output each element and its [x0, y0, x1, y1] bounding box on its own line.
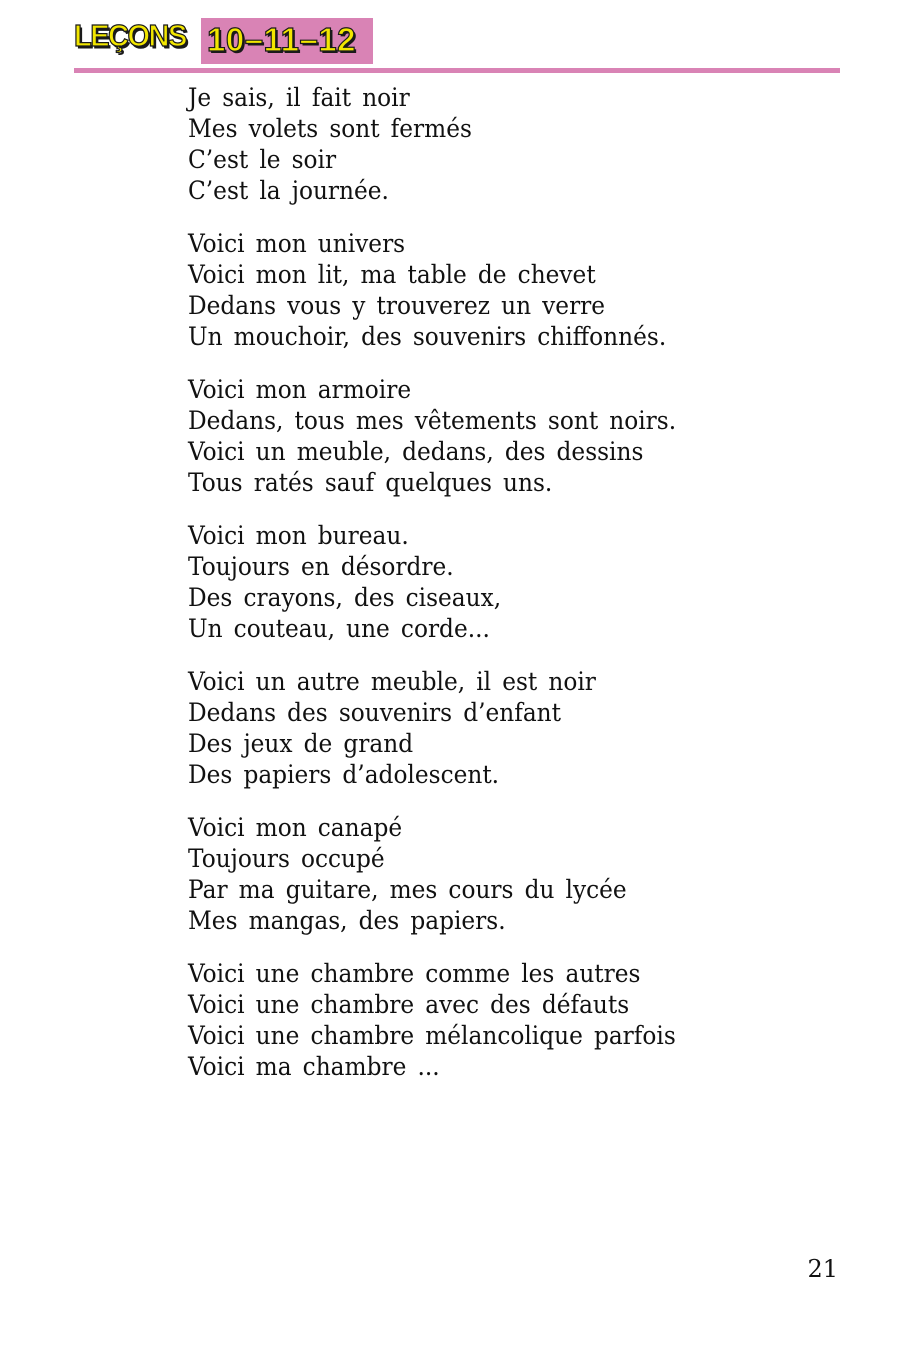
- poem-line: Un mouchoir, des souvenirs chiffonnés.: [188, 322, 667, 351]
- page-number: 21: [807, 1255, 838, 1283]
- stanza: [188, 666, 828, 790]
- poem-line: Voici mon univers: [188, 229, 406, 258]
- poem-text: [188, 82, 828, 1104]
- page-header: [74, 14, 840, 76]
- stanza: [188, 374, 828, 498]
- poem-line: Voici ma chambre ...: [188, 1052, 440, 1081]
- poem-line: Voici mon lit, ma table de chevet: [188, 260, 596, 289]
- poem-line: Voici mon canapé: [188, 813, 403, 842]
- header-divider: [74, 68, 840, 73]
- poem-line: Des papiers d’adolescent.: [188, 760, 500, 789]
- poem-line: Toujours en désordre.: [188, 552, 454, 581]
- stanza: [188, 812, 828, 936]
- poem-line: Mes mangas, des papiers.: [188, 906, 506, 935]
- poem-line: Je sais, il fait noir: [188, 83, 410, 112]
- stanza: [188, 958, 828, 1082]
- poem-line: Voici une chambre comme les autres: [188, 959, 641, 988]
- poem-line: Voici un meuble, dedans, des dessins: [188, 437, 644, 466]
- poem-line: Tous ratés sauf quelques uns.: [188, 468, 553, 497]
- lesson-badge: [201, 18, 373, 64]
- poem-line: Voici mon armoire: [188, 375, 412, 404]
- section-label: LEÇONS: [74, 19, 186, 54]
- poem-line: Dedans vous y trouverez un verre: [188, 291, 606, 320]
- poem-line: C’est la journée.: [188, 176, 389, 205]
- stanza: [188, 520, 828, 644]
- poem-line: Toujours occupé: [188, 844, 385, 873]
- poem-line: Par ma guitare, mes cours du lycée: [188, 875, 627, 904]
- poem-line: Un couteau, une corde...: [188, 614, 490, 643]
- poem-line: Voici un autre meuble, il est noir: [188, 667, 596, 696]
- poem-line: Mes volets sont fermés: [188, 114, 472, 143]
- poem-line: Des crayons, des ciseaux,: [188, 583, 502, 612]
- poem-line: Des jeux de grand: [188, 729, 414, 758]
- poem-line: Dedans des souvenirs d’enfant: [188, 698, 562, 727]
- stanza: [188, 82, 828, 206]
- stanza: [188, 228, 828, 352]
- poem-line: Voici une chambre avec des défauts: [188, 990, 630, 1019]
- poem-line: Dedans, tous mes vêtements sont noirs.: [188, 406, 677, 435]
- poem-line: Voici mon bureau.: [188, 521, 409, 550]
- lesson-numbers: 10–11–12: [207, 21, 357, 58]
- poem-line: Voici une chambre mélancolique parfois: [188, 1021, 676, 1050]
- poem-line: C’est le soir: [188, 145, 337, 174]
